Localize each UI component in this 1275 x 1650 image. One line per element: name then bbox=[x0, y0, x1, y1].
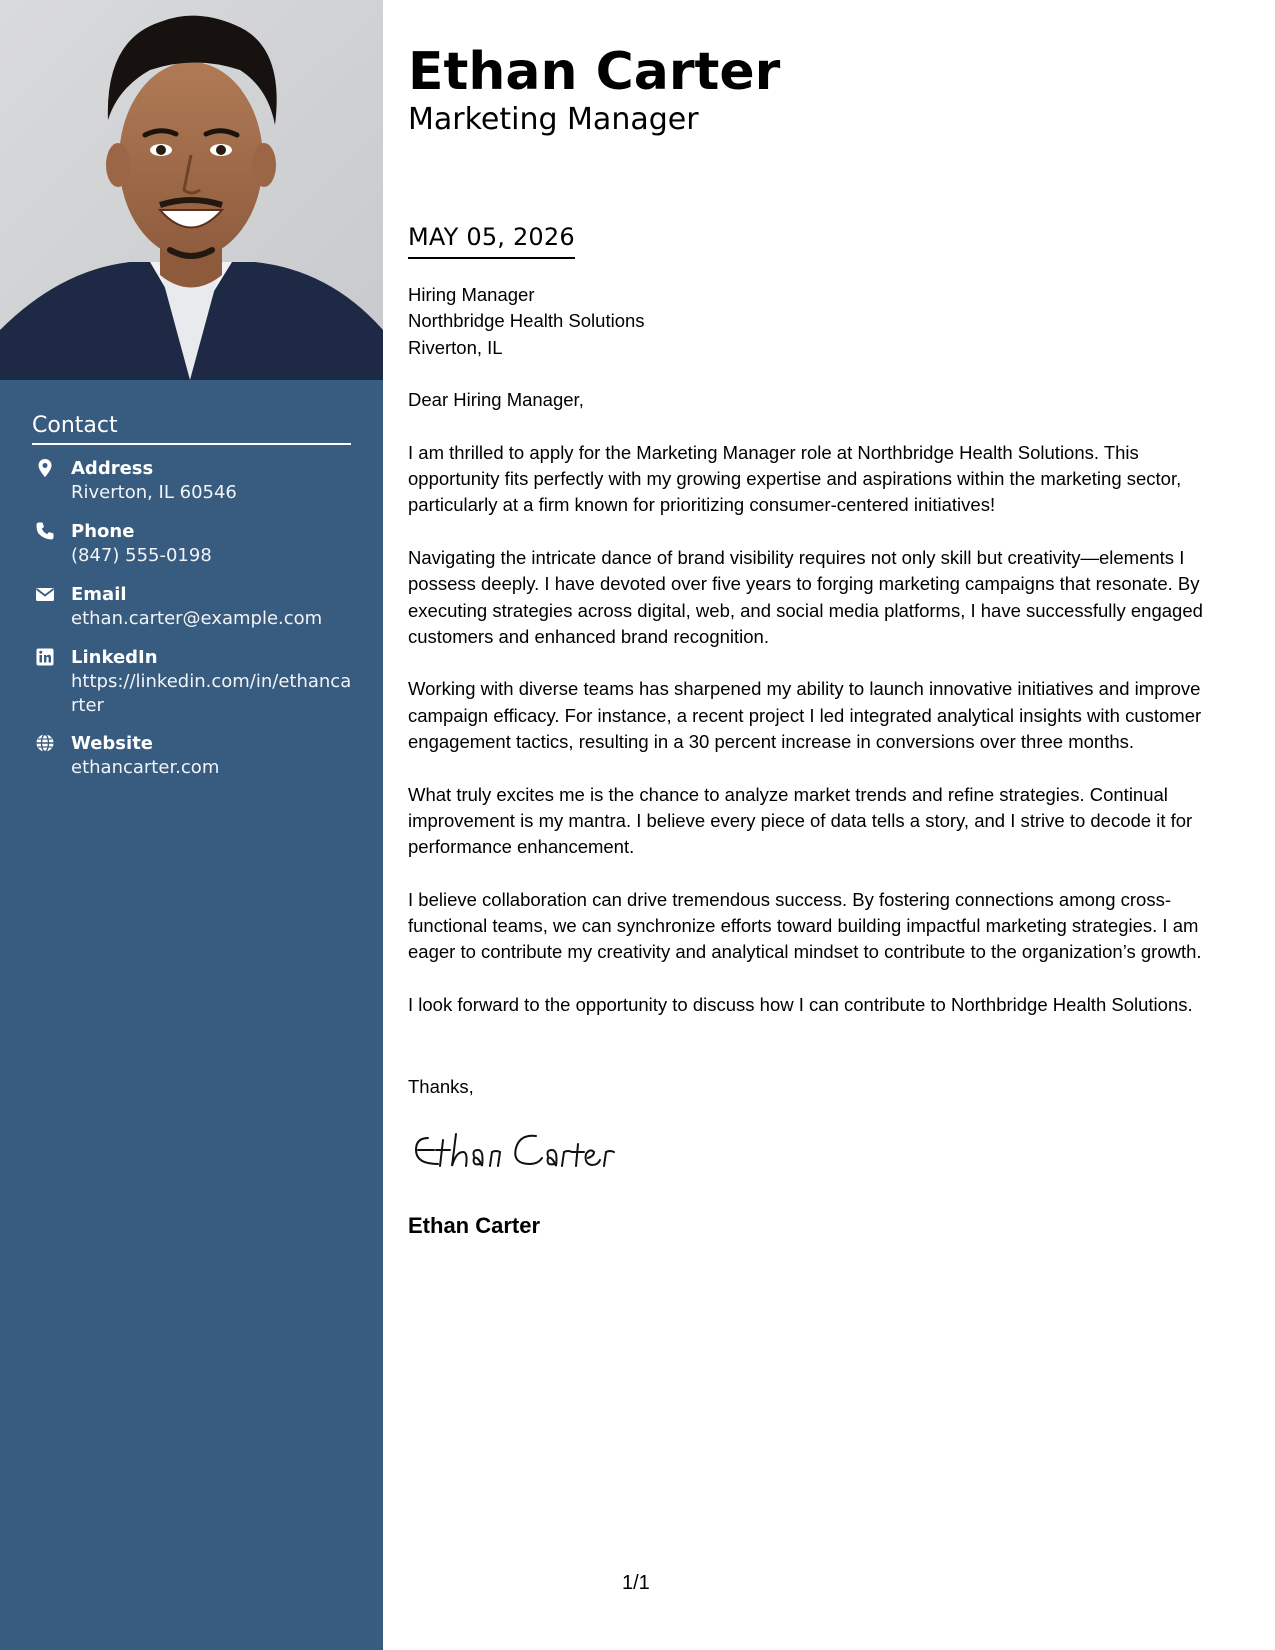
envelope-icon bbox=[35, 584, 55, 604]
contact-label-phone: Phone bbox=[71, 521, 135, 542]
profile-photo bbox=[0, 0, 383, 380]
contact-label-website: Website bbox=[71, 733, 154, 754]
sidebar bbox=[0, 0, 383, 1650]
contact-label-linkedin: LinkedIn bbox=[71, 647, 158, 668]
phone-icon bbox=[35, 521, 55, 541]
recipient-title: Hiring Manager bbox=[408, 284, 535, 305]
contact-label-address: Address bbox=[71, 458, 154, 479]
paragraph: I am thrilled to apply for the Marketing Manager role at Northbridge Health Solutions. This opportunity fits perfectly with my growing expertise and aspirations within the marketing sector, particularly at a firm known for prioritizing consumer-centered initiatives! bbox=[408, 441, 1182, 516]
recipient-block bbox=[408, 282, 1228, 361]
contact-list bbox=[32, 456, 352, 794]
contact-item-linkedin bbox=[32, 645, 352, 718]
contact-item-phone bbox=[32, 519, 352, 569]
recipient-company: Northbridge Health Solutions bbox=[408, 310, 645, 332]
page-number: 1/1 bbox=[622, 1572, 650, 1594]
contact-value-email[interactable]: ethan.carter@example.com bbox=[71, 608, 323, 629]
paragraph: I believe collaboration can drive tremendous success. By fostering connections among cross-functional teams, we can synchronize efforts toward building impactful marketing strategies. I am eager to contribute my creativity and analytical mindset to contribute to the organization’s growth. bbox=[408, 888, 1202, 963]
globe-icon bbox=[35, 733, 55, 753]
applicant-title: Marketing Manager bbox=[408, 102, 699, 137]
contact-heading: Contact bbox=[32, 413, 351, 445]
contact-value-phone: (847) 555-0198 bbox=[71, 545, 212, 566]
paragraph: What truly excites me is the chance to analyze market trends and refine strategies. Continual improvement is my mantra. I believe every piece of data tells a story, and I strive to decode it for performance enhancement. bbox=[408, 783, 1193, 858]
linkedin-icon bbox=[35, 647, 55, 667]
salutation: Dear Hiring Manager, bbox=[408, 389, 584, 411]
letter-date: MAY 05, 2026 bbox=[408, 222, 575, 259]
map-pin-icon bbox=[35, 458, 55, 478]
letter-body bbox=[408, 282, 1228, 1045]
handwritten-signature bbox=[408, 1120, 628, 1180]
contact-value-address: Riverton, IL 60546 bbox=[71, 482, 237, 503]
contact-value-website[interactable]: ethancarter.com bbox=[71, 757, 220, 778]
contact-item-address bbox=[32, 456, 352, 506]
paragraph: Navigating the intricate dance of brand visibility requires not only skill but creativity—elements I possess deeply. I have devoted over five years to forging marketing campaigns that resonate. By executing strategies across digital, web, and social media platforms, I have successfully engaged customers and enhanced brand recognition. bbox=[408, 546, 1203, 647]
closing: Thanks, bbox=[408, 1076, 474, 1097]
contact-label-email: Email bbox=[71, 584, 127, 605]
contact-value-linkedin[interactable]: https://linkedin.com/in/ethancarter bbox=[71, 671, 352, 716]
paragraph: I look forward to the opportunity to discuss how I can contribute to Northbridge Health Solutions. bbox=[408, 994, 1193, 1016]
contact-item-website bbox=[32, 731, 352, 781]
signer-name: Ethan Carter bbox=[408, 1213, 541, 1238]
applicant-name: Ethan Carter bbox=[408, 42, 781, 102]
recipient-location: Riverton, IL bbox=[408, 336, 503, 358]
paragraph: Working with diverse teams has sharpened my ability to launch innovative initiatives and improve campaign efficacy. For instance, a recent project I led integrated analytical insights with customer engagement tactics, resulting in a 30 percent increase in conversions over three months. bbox=[408, 678, 1202, 753]
contact-item-email bbox=[32, 582, 352, 632]
